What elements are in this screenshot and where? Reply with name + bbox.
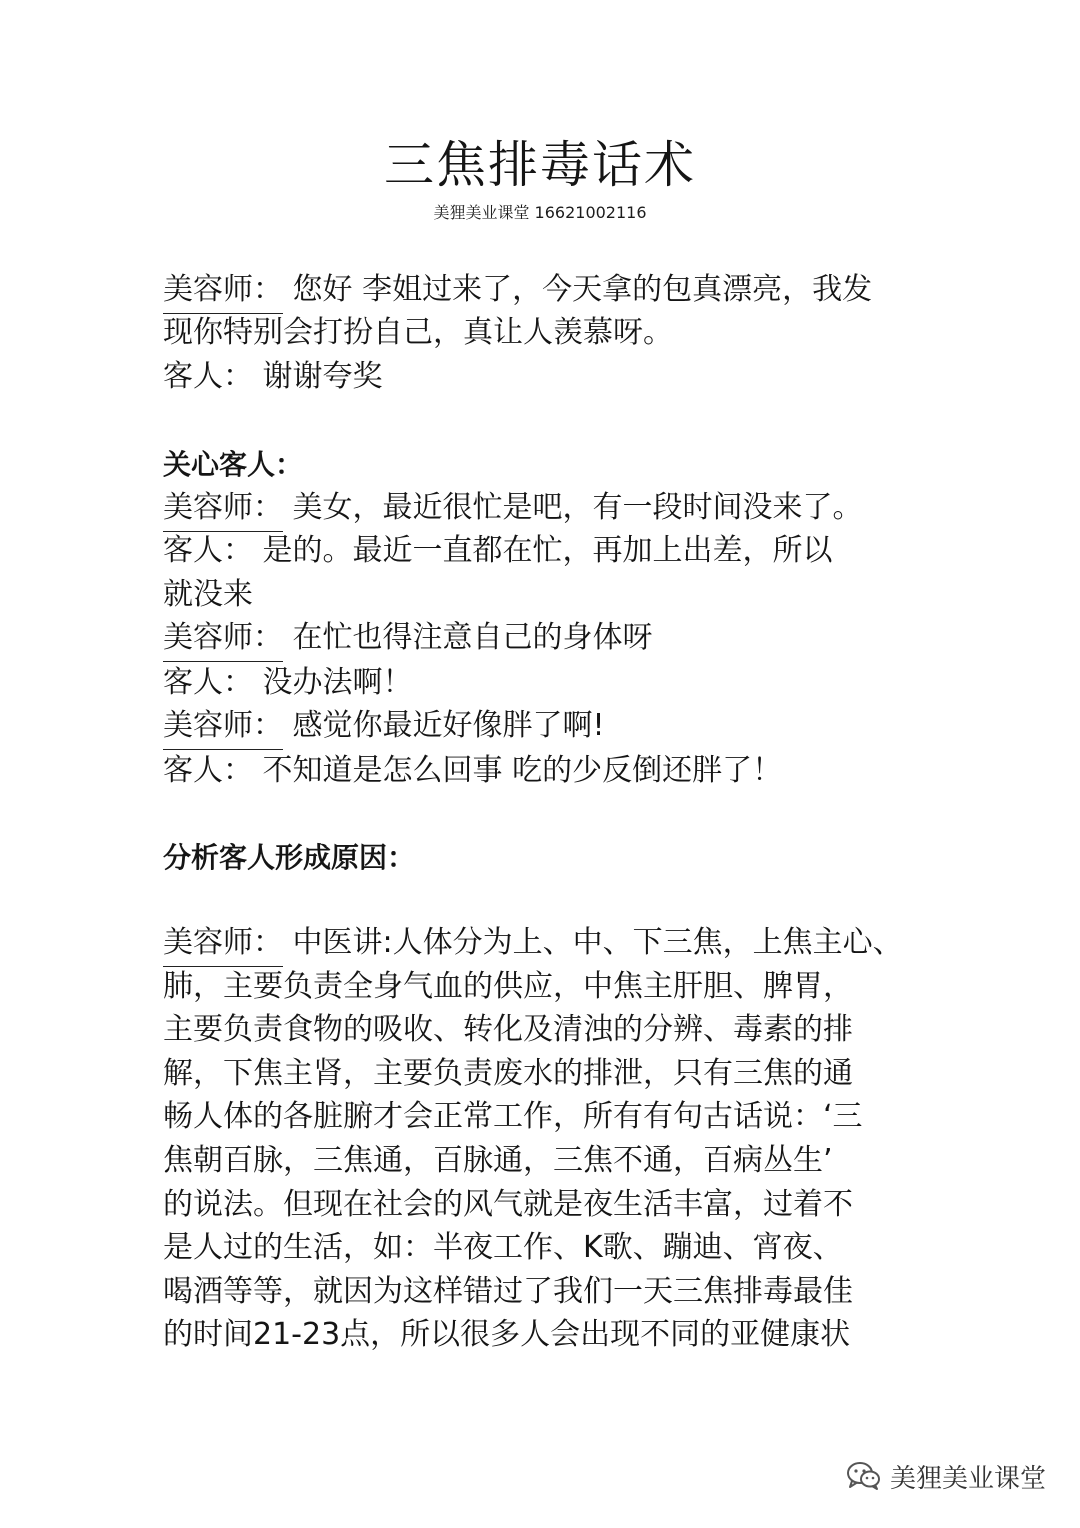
dialogue-line	[163, 618, 653, 662]
speaker-beautician: 美容师：	[163, 270, 283, 314]
wechat-icon	[846, 1461, 882, 1491]
section-heading: 关心客人：	[163, 448, 304, 481]
dialogue-line	[163, 270, 872, 314]
dialogue-line	[163, 663, 413, 706]
paragraph-line: 畅人体的各脏腑才会正常工作，所有有句古话说：‘三	[163, 1099, 863, 1134]
dialogue-line	[163, 357, 383, 400]
dialogue-text: 是的。最近一直都在忙，再加上出差，所以	[253, 533, 833, 568]
paragraph-line: 喝酒等等，就因为这样错过了我们一天三焦排毒最佳	[163, 1274, 853, 1309]
speaker-beautician: 美容师：	[163, 618, 283, 662]
dialogue-line	[163, 531, 833, 574]
dialogue-text: 感觉你最近好像胖了啊!	[283, 708, 605, 743]
paragraph-line: 焦朝百脉，三焦通，百脉通，三焦不通，百病丛生’	[163, 1143, 833, 1178]
speaker-beautician: 美容师：	[163, 488, 283, 532]
paragraph-line: 的说法。但现在社会的风气就是夜生活丰富，过着不	[163, 1187, 853, 1222]
dialogue-text: 在忙也得注意自己的身体呀	[283, 620, 653, 655]
dialogue-text: 谢谢夸奖	[253, 359, 383, 394]
speaker-beautician: 美容师：	[163, 706, 283, 750]
speaker-customer: 客人：	[163, 753, 253, 788]
speaker-beautician: 美容师：	[163, 923, 283, 967]
dialogue-text: 您好 李姐过来了，今天拿的包真漂亮，我发	[283, 272, 873, 307]
paragraph-line: 解，下焦主肾，主要负责废水的排泄，只有三焦的通	[163, 1056, 853, 1091]
dialogue-line	[163, 923, 903, 967]
speaker-customer: 客人：	[163, 359, 253, 394]
dialogue-continuation: 就没来	[163, 577, 253, 612]
watermark	[846, 1456, 1046, 1496]
watermark-text: 美狸美业课堂	[889, 1463, 1046, 1494]
dialogue-text: 美女，最近很忙是吧，有一段时间没来了。	[283, 490, 863, 525]
paragraph-line: 是人过的生活，如：半夜工作、K歌、蹦迪、宵夜、	[163, 1230, 843, 1265]
paragraph-line: 肺，主要负责全身气血的供应，中焦主肝胆、脾胃，	[163, 969, 853, 1004]
dialogue-text: 中医讲:人体分为上、中、下三焦，上焦主心、	[283, 925, 903, 960]
dialogue-line	[163, 751, 782, 794]
dialogue-text: 没办法啊！	[253, 665, 413, 700]
section-heading: 分析客人形成原因：	[163, 841, 416, 874]
dialogue-line	[163, 488, 863, 532]
dialogue-text: 不知道是怎么回事 吃的少反倒还胖了！	[253, 753, 783, 788]
speaker-customer: 客人：	[163, 533, 253, 568]
paragraph-line: 主要负责食物的吸收、转化及清浊的分辨、毒素的排	[163, 1012, 853, 1047]
paragraph-line: 的时间21-23点，所以很多人会出现不同的亚健康状	[163, 1317, 851, 1352]
dialogue-line	[163, 706, 605, 750]
dialogue-continuation: 现你特别会打扮自己，真让人羡慕呀。	[163, 315, 673, 350]
page-title: 三焦排毒话术	[384, 136, 696, 194]
subtitle: 美狸美业课堂 16621002116	[433, 203, 647, 222]
speaker-customer: 客人：	[163, 665, 253, 700]
